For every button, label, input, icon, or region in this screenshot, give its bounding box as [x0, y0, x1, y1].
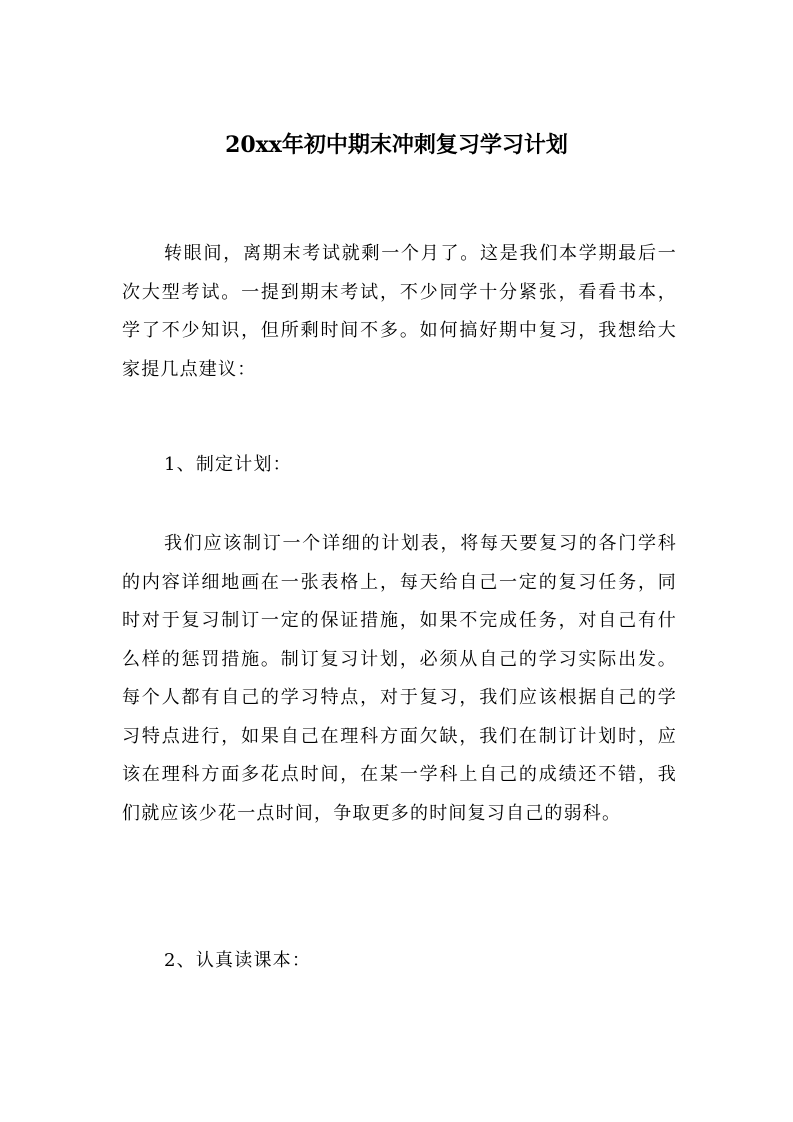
document-title: 20xx年初中期末冲刺复习学习计划 — [225, 132, 568, 158]
section-1-paragraph: 我们应该制订一个详细的计划表，将每天要复习的各门学科的内容详细地画在一张表格上，每天给自己一定的复习任务，同时对于复习制订一定的保证措施，如果不完成任务，对自己有什么样的惩罚措施。制订复习计划，必须从自己的学习实际出发。每个人都有自己的学习特点，对于复习，我们应该根据自己的学习特点进行，如果自己在理科方面欠缺，我们在制订计划时，应该在理科方面多花点时间，在某一学科上自己的成绩还不错，我们就应该少花一点时间，争取更多的时间复习自己的弱科。 — [122, 533, 677, 824]
section-2-heading: 2、认真读课本： — [164, 950, 312, 971]
section-1-heading: 1、制定计划： — [164, 454, 292, 475]
intro-paragraph: 转眼间，离期末考试就剩一个月了。这是我们本学期最后一次大型考试。一提到期末考试，不少同学十分紧张，看看书本，学了不少知识，但所剩时间不多。如何搞好期中复习，我想给大家提几点建议： — [122, 243, 677, 380]
